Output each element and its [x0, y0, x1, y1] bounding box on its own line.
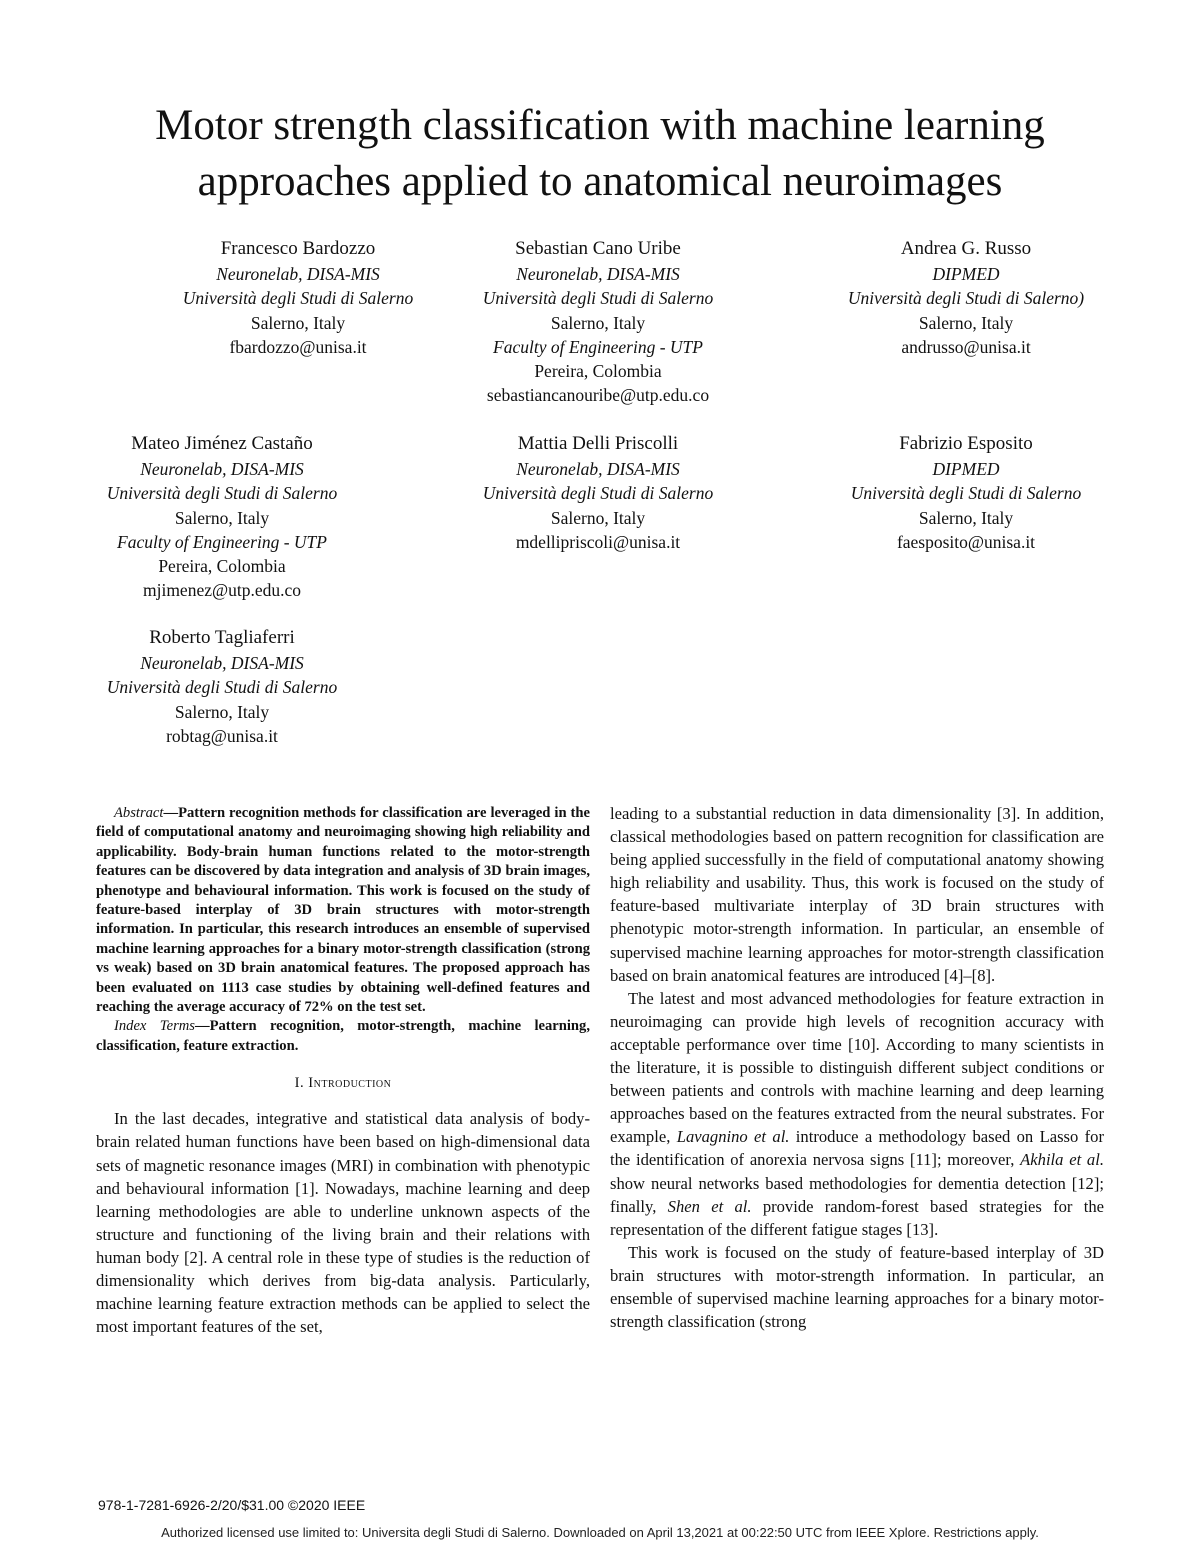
author-name: Sebastian Cano Uribe	[515, 238, 681, 259]
author-name: Mateo Jiménez Castaño	[131, 433, 313, 454]
author-affiliation-line: sebastiancanouribe@utp.edu.co	[486, 385, 710, 406]
para-text: introduce a methodology based on Lasso for the identification of anorexia nervosa signs [11]; moreover,	[610, 1127, 1104, 1170]
intro-paragraph-4: This work is focused on the study of feature-based interplay of 3D brain structures with motor-strength information. In particular, an ensemble of supervised machine learning approaches for a binary motor-strength classification (strong	[610, 1242, 1104, 1332]
para-text: show neural networks based methodologies for dementia detection [12]; finally,	[610, 1173, 1104, 1216]
author-affiliation-line: Università degli Studi di Salerno	[850, 483, 1082, 504]
author-affiliation-line: andrusso@unisa.it	[901, 336, 1031, 357]
author-affiliation-line: Salerno, Italy	[550, 507, 646, 528]
author-affiliation-line: faesposito@unisa.it	[896, 531, 1036, 552]
author-affiliation-line: Salerno, Italy	[550, 312, 646, 333]
index-terms	[96, 1017, 590, 1056]
author-affiliation-line: Università degli Studi di Salerno	[182, 288, 414, 309]
author-affiliation-line: Università degli Studi di Salerno	[106, 677, 338, 698]
title-line-1: Motor strength classification with machine learning	[155, 102, 1045, 149]
title-line-2: approaches applied to anatomical neuroimages	[197, 158, 1003, 205]
author-affiliation-line: Pereira, Colombia	[158, 556, 286, 577]
intro-paragraph-3	[610, 987, 1104, 1241]
author-name: Andrea G. Russo	[900, 238, 1032, 259]
author-affiliation-line: Università degli Studi di Salerno	[482, 288, 714, 309]
author-block	[52, 431, 392, 603]
author-affiliation-line: robtag@unisa.it	[166, 725, 278, 746]
author-name: Francesco Bardozzo	[220, 238, 376, 259]
citation-author: Lavagnino et al.	[676, 1127, 790, 1147]
author-affiliation-line: Neuronelab, DISA-MIS	[140, 653, 304, 673]
left-column	[96, 804, 590, 1338]
author-affiliation-line: Salerno, Italy	[174, 507, 270, 528]
intro-paragraph-1: In the last decades, integrative and statistical data analysis of body-brain related human functions have been based on high-dimensional data sets of magnetic resonance images (MRI) in combination with phenotypic and behavioural information [1]. Nowadays, machine learning and deep learning methodologies are able to underline unknown aspects of the structure and functioning of the living brain and their relations with human body [2]. A central role in these type of studies is the reduction of dimensionality which derives from big-data analysis. Particularly, machine learning feature extraction methods can be applied to select the most important features of the set,	[96, 1109, 590, 1337]
author-affiliation-line: Neuronelab, DISA-MIS	[516, 459, 680, 479]
right-column	[610, 802, 1104, 1333]
author-block	[128, 236, 468, 359]
license-footer: Authorized licensed use limited to: Universita degli Studi di Salerno. Downloaded on April 13,2021 at 00:22:50 UTC from IEEE Xplore. Restrictions apply.	[161, 1525, 1039, 1540]
author-block	[796, 431, 1136, 554]
author-block	[428, 431, 768, 554]
author-affiliation-line: Università degli Studi di Salerno	[482, 483, 714, 504]
author-affiliation-line: Faculty of Engineering - UTP	[493, 336, 703, 357]
author-block	[428, 236, 768, 408]
abstract	[96, 804, 590, 1017]
author-affiliation-line: Neuronelab, DISA-MIS	[516, 264, 680, 284]
author-affiliation-line: DIPMED	[932, 264, 1000, 284]
author-affiliation-line: Salerno, Italy	[250, 312, 346, 333]
author-affiliation-line: Pereira, Colombia	[534, 361, 662, 382]
index-terms-text: —Pattern recognition, motor-strength, machine learning, classification, feature extraction.	[96, 1018, 590, 1054]
author-affiliation-line: mdellipriscoli@unisa.it	[515, 531, 681, 552]
author-affiliation-line: Neuronelab, DISA-MIS	[216, 264, 380, 284]
author-affiliation-line: Neuronelab, DISA-MIS	[140, 459, 304, 479]
author-block	[796, 236, 1136, 359]
para-text: provide random-forest based strategies for the representation of the different fatigue stages [13].	[610, 1196, 1104, 1239]
author-affiliation-line: Salerno, Italy	[918, 507, 1014, 528]
paper-title	[0, 98, 1200, 210]
author-affiliation-line: DIPMED	[932, 459, 1000, 479]
author-affiliation-line: Salerno, Italy	[174, 701, 270, 722]
author-affiliation-line: Faculty of Engineering - UTP	[117, 531, 327, 552]
author-affiliation-line: mjimenez@utp.edu.co	[142, 580, 301, 601]
author-name: Fabrizio Esposito	[899, 433, 1033, 454]
intro-paragraph-2: leading to a substantial reduction in data dimensionality [3]. In addition, classical methodologies based on pattern recognition for classification are being applied successfully in the field of computational anatomy showing high reliability and usability. Thus, this work is focused on the study of feature-based multivariate interplay of 3D brain structures with phenotypic motor-strength information. In particular, an ensemble of supervised machine learning approaches for motor-strength classification based on brain anatomical features are introduced [4]–[8].	[610, 804, 1104, 985]
citation-author: Shen et al.	[667, 1196, 752, 1216]
isbn-footer: 978-1-7281-6926-2/20/$31.00 ©2020 IEEE	[98, 1497, 366, 1513]
author-affiliation-line: Salerno, Italy	[918, 312, 1014, 333]
abstract-text: —Pattern recognition methods for classification are leveraged in the field of computational anatomy and neuroimaging showing high reliability and applicability. Body-brain human functions related to the motor-strength features can be discovered by data integration and analysis of 3D brain images, phenotype and behavioural information. This work is focused on the study of feature-based interplay of 3D brain structures with motor-strength information. In particular, this research introduces an ensemble of supervised machine learning approaches for a binary motor-strength classification (strong vs weak) based on 3D brain anatomical features. The proposed approach has been evaluated on 1113 case studies by obtaining well-defined features and reaching the average accuracy of 72% on the test set.	[96, 805, 590, 1016]
author-name: Roberto Tagliaferri	[149, 627, 295, 648]
author-block	[52, 625, 392, 748]
section-heading: I. Introduction	[294, 1075, 392, 1092]
author-affiliation-line: fbardozzo@unisa.it	[229, 336, 367, 357]
author-affiliation-line: Università degli Studi di Salerno	[106, 483, 338, 504]
author-affiliation-line: Università degli Studi di Salerno)	[847, 288, 1085, 309]
author-name: Mattia Delli Priscolli	[517, 433, 679, 454]
index-terms-lead: Index Terms	[114, 1018, 195, 1035]
abstract-lead: Abstract	[114, 805, 164, 821]
citation-author: Akhila et al.	[1020, 1150, 1104, 1170]
para-text: The latest and most advanced methodologies for feature extraction in neuroimaging can provide high levels of recognition accuracy with acceptable performance over time [10]. According to many scientists in the literature, it is possible to distinguish different subject conditions or between patients and controls with machine learning and deep learning approaches based on the features extracted from the neural substrates. For example,	[610, 988, 1104, 1147]
